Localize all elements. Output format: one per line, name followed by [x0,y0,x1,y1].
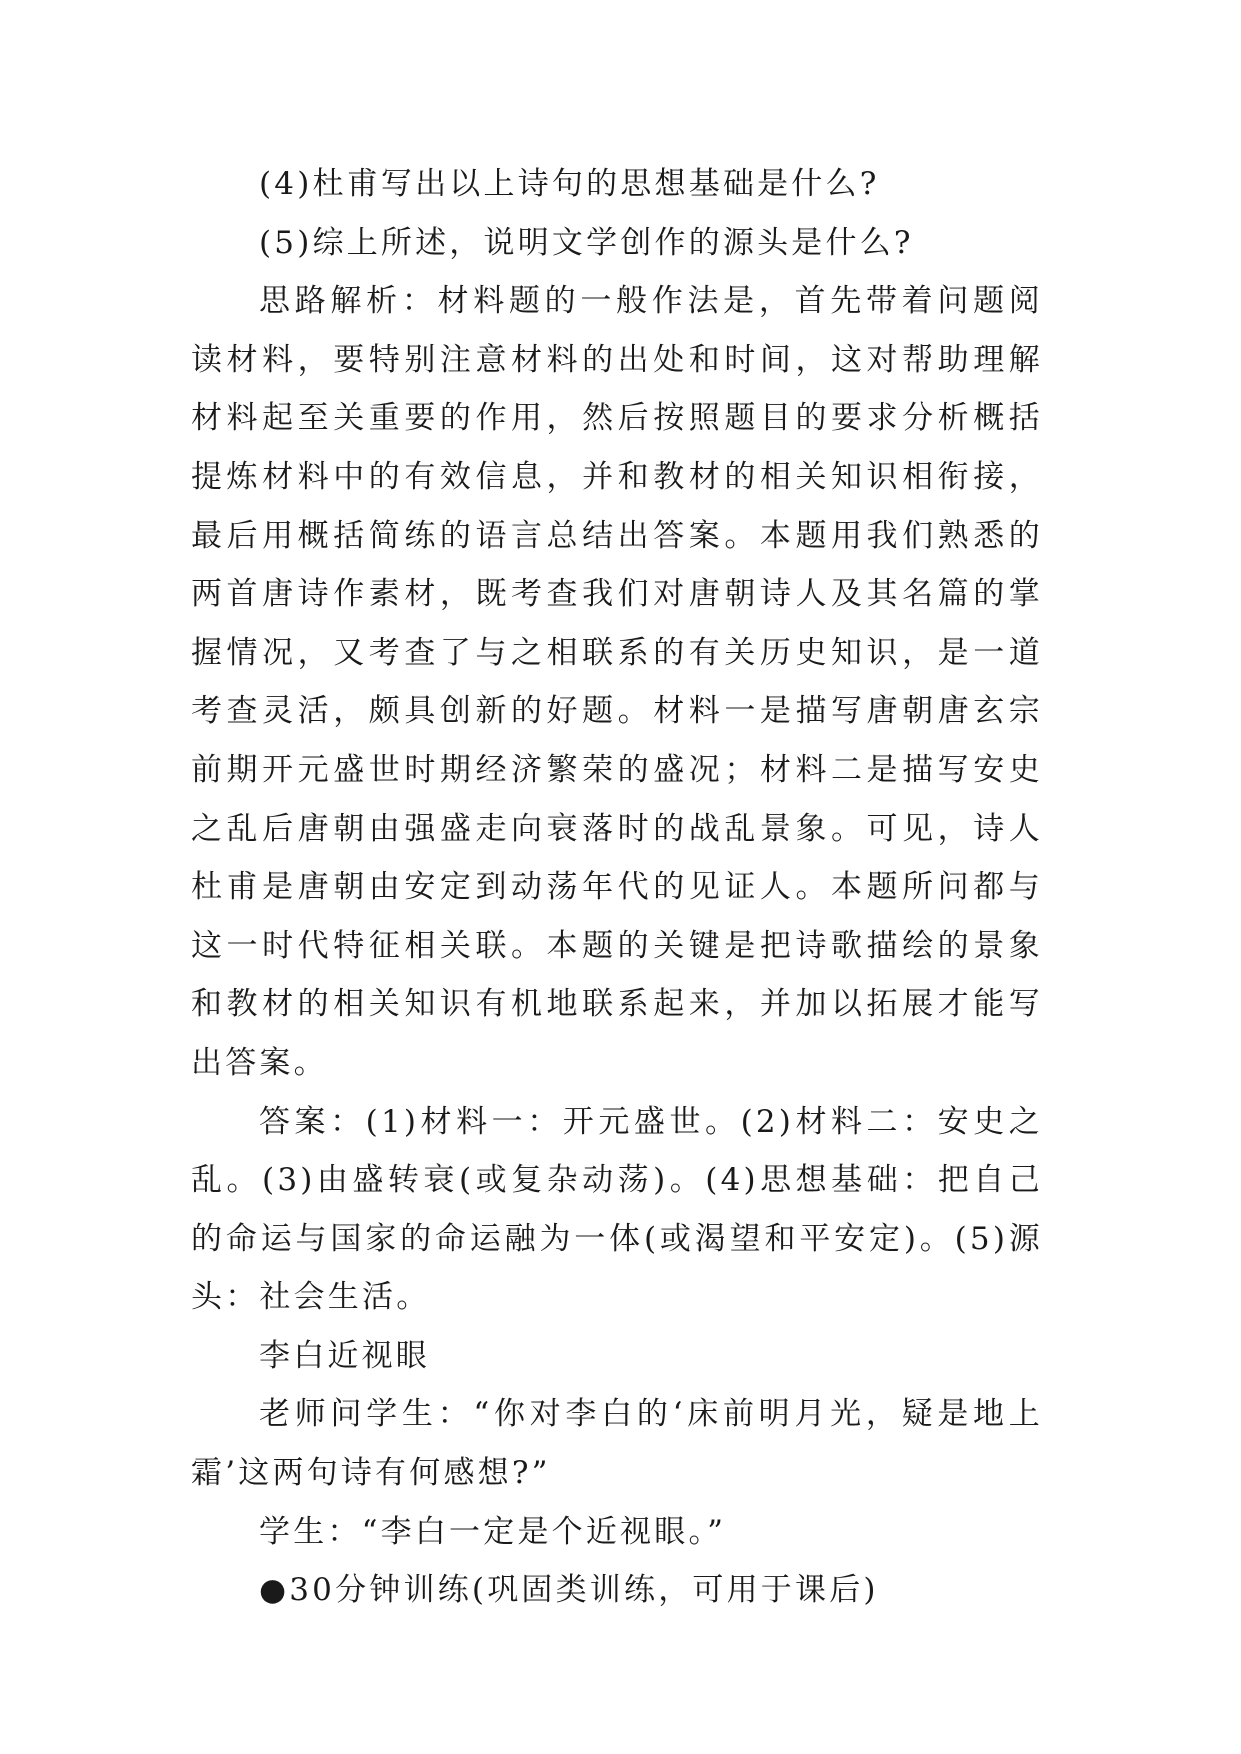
analysis-paragraph: 思路解析：材料题的一般作法是，首先带着问题阅读材料，要特别注意材料的出处和时间，这对帮助理解材料起至关重要的作用，然后按照题目的要求分析概括提炼材料中的有效信息，并和教材的相关知识相衔接，最后用概括简练的语言总结出答案。本题用我们熟悉的两首唐诗作素材，既考查我们对唐朝诗人及其名篇的掌握情况，又考查了与之相联系的有关历史知识，是一道考查灵活，颇具创新的好题。材料一是描写唐朝唐玄宗前期开元盛世时期经济繁荣的盛况；材料二是描写安史之乱后唐朝由强盛走向衰落时的战乱景象。可见，诗人杜甫是唐朝由安定到动荡年代的见证人。本题所问都与这一时代特征相关联。本题的关键是把诗歌描绘的景象和教材的相关知识有机地联系起来，并加以拓展才能写出答案。 [191,283,1043,1081]
teacher-question: 老师问学生：“你对李白的‘床前明月光，疑是地上霜’这两句诗有何感想?” [191,1396,1043,1492]
anecdote-title: 李白近视眼 [259,1337,430,1374]
question-5: (5)综上所述，说明文学创作的源头是什么? [259,224,914,261]
section-heading-30min-training: ●30分钟训练(巩固类训练，可用于课后) [259,1572,879,1609]
question-4: (4)杜甫写出以上诗句的思想基础是什么? [259,166,880,202]
student-answer: 学生：“李白一定是个近视眼。” [259,1513,727,1550]
answer-paragraph: 答案：(1)材料一：开元盛世。(2)材料二：安史之乱。(3)由盛转衰(或复杂动荡)。(4)思想基础：把自己的命运与国家的命运融为一体(或渴望和平安定)。(5)源头：社会生活。 [191,1103,1043,1316]
document-body [191,155,1043,1620]
